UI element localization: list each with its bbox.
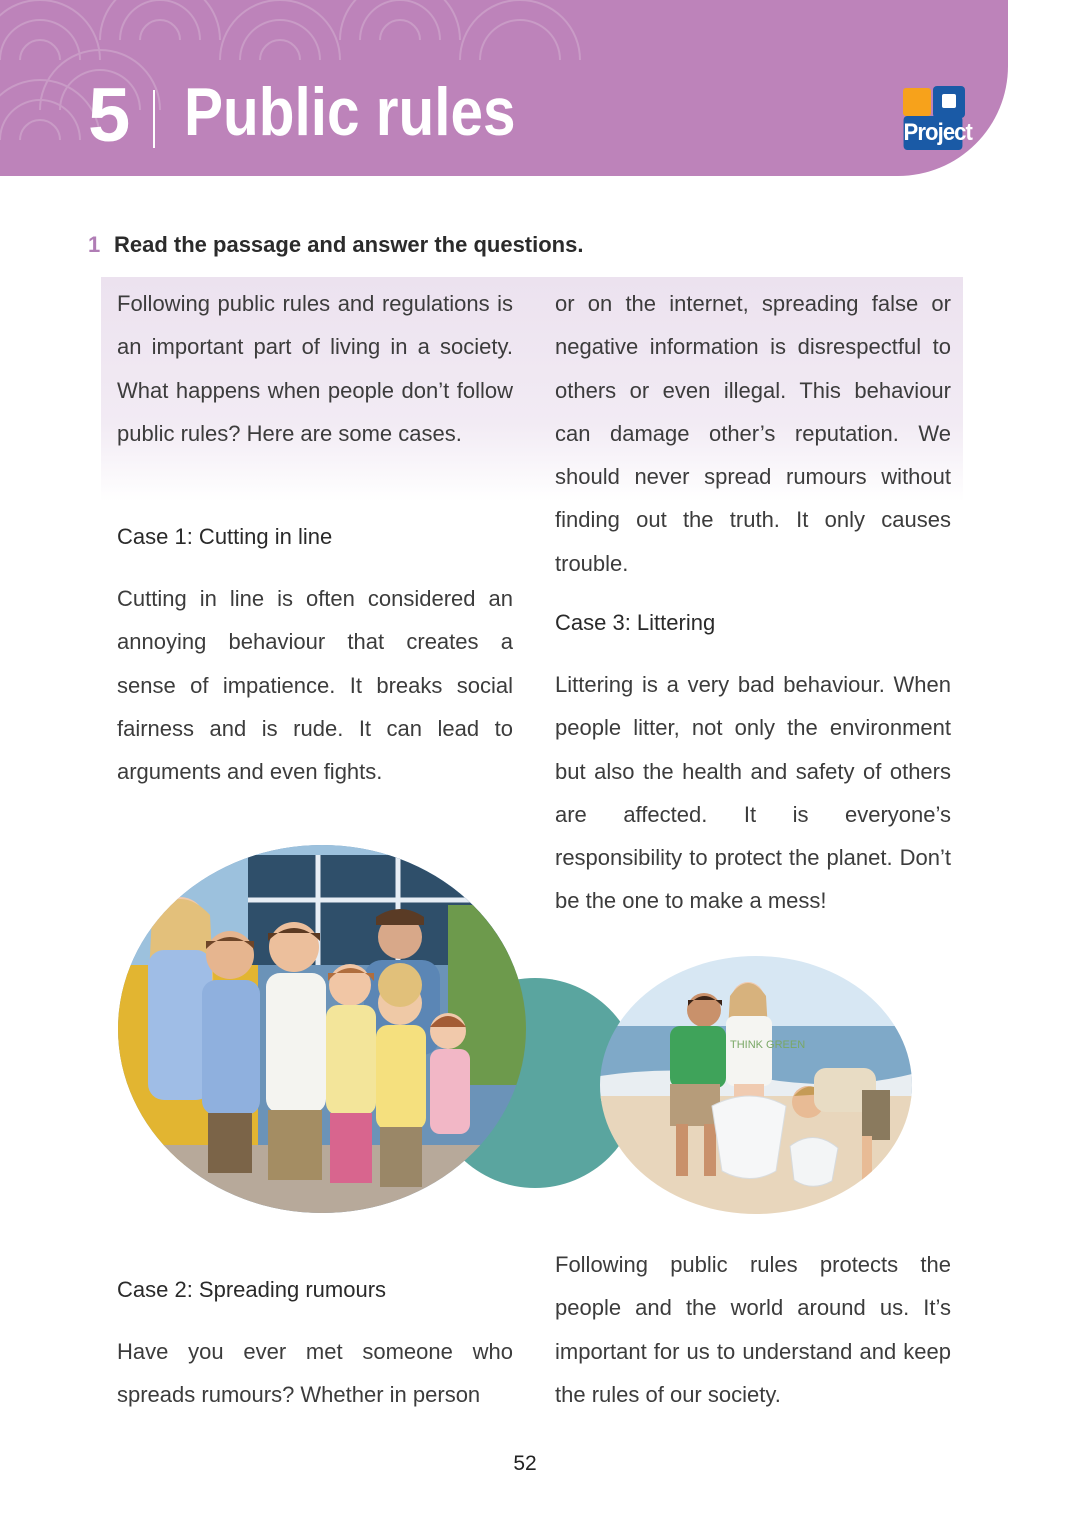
case2-text-start — [117, 1330, 513, 1417]
case2-text-continued — [555, 282, 951, 585]
conclusion-paragraph: Following public rules protects the people and the world around us. It’s important for us to understand and keep the rules of our society. — [555, 1252, 951, 1407]
shirt-text: THINK GREEN — [730, 1039, 806, 1051]
title-divider — [153, 90, 155, 148]
exercise-number: 1 — [88, 232, 101, 257]
unit-title: Public rules — [184, 74, 516, 150]
badge-label: Project — [904, 116, 963, 150]
case1-paragraph: Cutting in line is often considered an annoying behaviour that creates a sense of impatience. It breaks social fairness and is rude. It can lead to arguments and even fights. — [117, 586, 513, 785]
case1-text — [117, 577, 513, 793]
case2-paragraph-end: or on the internet, spreading false or negative information is disrespectful to others or even illegal. This behaviour can damage other’s reputation. We should never spread rumours without finding out the truth. It only causes trouble. — [555, 291, 951, 576]
unit-banner — [0, 0, 1008, 176]
beach-cleanup-photo — [600, 956, 912, 1214]
children-in-line-photo — [118, 845, 526, 1213]
exercise-instruction: Read the passage and answer the questions. — [114, 232, 584, 257]
case1-heading: Case 1: Cutting in line — [117, 524, 333, 549]
badge-blue-square-icon — [933, 86, 965, 118]
case2-heading: Case 2: Spreading rumours — [117, 1277, 387, 1302]
page-number: 52 — [513, 1452, 537, 1475]
case3-text — [555, 663, 951, 923]
passage-intro — [117, 282, 513, 455]
intro-paragraph: Following public rules and regulations is an important part of living in a society. What happens when people don’t follow public rules? Here are some cases. — [117, 291, 513, 446]
case2-paragraph-start: Have you ever met someone who spreads rumours? Whether in person — [117, 1339, 513, 1408]
case3-heading: Case 3: Littering — [555, 610, 716, 635]
case3-paragraph: Littering is a very bad behaviour. When people litter, not only the environment but also the health and safety of others are affected. It is everyone’s responsibility to protect the planet. Don’t be the one to make a mess! — [555, 672, 951, 914]
conclusion-text — [555, 1243, 951, 1416]
project-badge — [901, 86, 972, 152]
badge-orange-square-icon — [903, 88, 931, 116]
unit-number: 5 — [88, 73, 129, 158]
